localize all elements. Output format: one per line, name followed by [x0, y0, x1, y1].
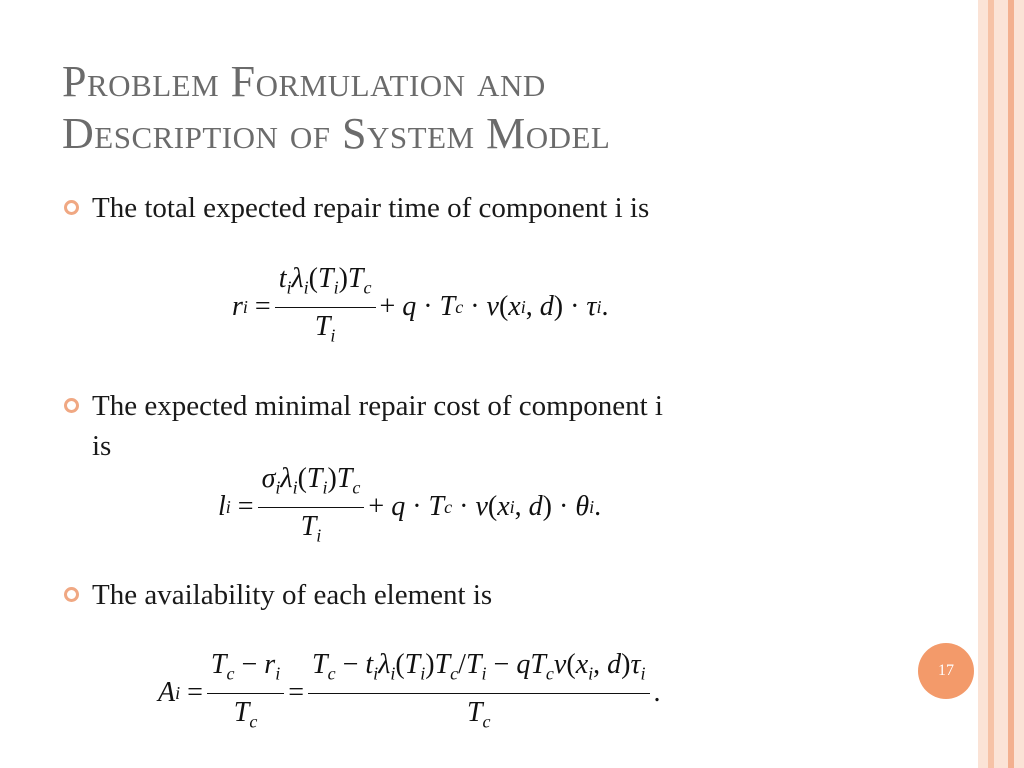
page-number-badge: 17	[918, 643, 974, 699]
decor-stripe-3	[994, 0, 1008, 768]
eq1-fraction: $\frac{t_i\lambda_i(T_i)T_c}{T_i}$	[275, 262, 376, 352]
bullet-2-text-line2: is	[92, 430, 112, 462]
eq2-fraction: $\frac{\sigma_i\lambda_i(T_i)T_c}{T_i}$	[258, 462, 365, 552]
slide-title-line1: Problem Formulation and	[62, 57, 546, 106]
equation-repair-time: r i = $\frac{t_i\lambda_i(T_i)T_c}{T_i}$ + q · T c · v ( x i , d ) · τ i .	[232, 262, 608, 352]
bullet-marker-icon	[64, 587, 79, 602]
bullet-marker-icon	[64, 398, 79, 413]
slide-title-line2: Description of System Model	[62, 109, 611, 158]
slide-title	[62, 56, 882, 160]
bullet-3	[64, 575, 884, 615]
bullet-3-text: The availability of each element is	[92, 579, 493, 611]
equation-availability: A i = $\frac{T_c - r_i}{T_c}$ = $\frac{T_c - t_i\lambda_i(T_i)T_c/T_i - qT_cv(x_i, d)\tau_i}{T_c}$ .	[158, 648, 661, 738]
eq3-fraction-a: $\frac{T_c - r_i}{T_c}$	[207, 648, 284, 738]
decor-stripe-5	[1014, 0, 1024, 768]
bullet-1-text: The total expected repair time of component i is	[92, 192, 650, 224]
bullet-2	[64, 386, 884, 466]
equation-repair-cost: l i = $\frac{\sigma_i\lambda_i(T_i)T_c}{T_i}$ + q · T c · v ( x i , d ) · θ i .	[218, 462, 601, 552]
bullet-2-text-line1: The expected minimal repair cost of component i	[92, 390, 663, 422]
bullet-1	[64, 188, 884, 228]
bullet-marker-icon	[64, 200, 79, 215]
decor-stripe-1	[978, 0, 988, 768]
eq3-fraction-b: $\frac{T_c - t_i\lambda_i(T_i)T_c/T_i - qT_cv(x_i, d)\tau_i}{T_c}$	[308, 648, 650, 738]
